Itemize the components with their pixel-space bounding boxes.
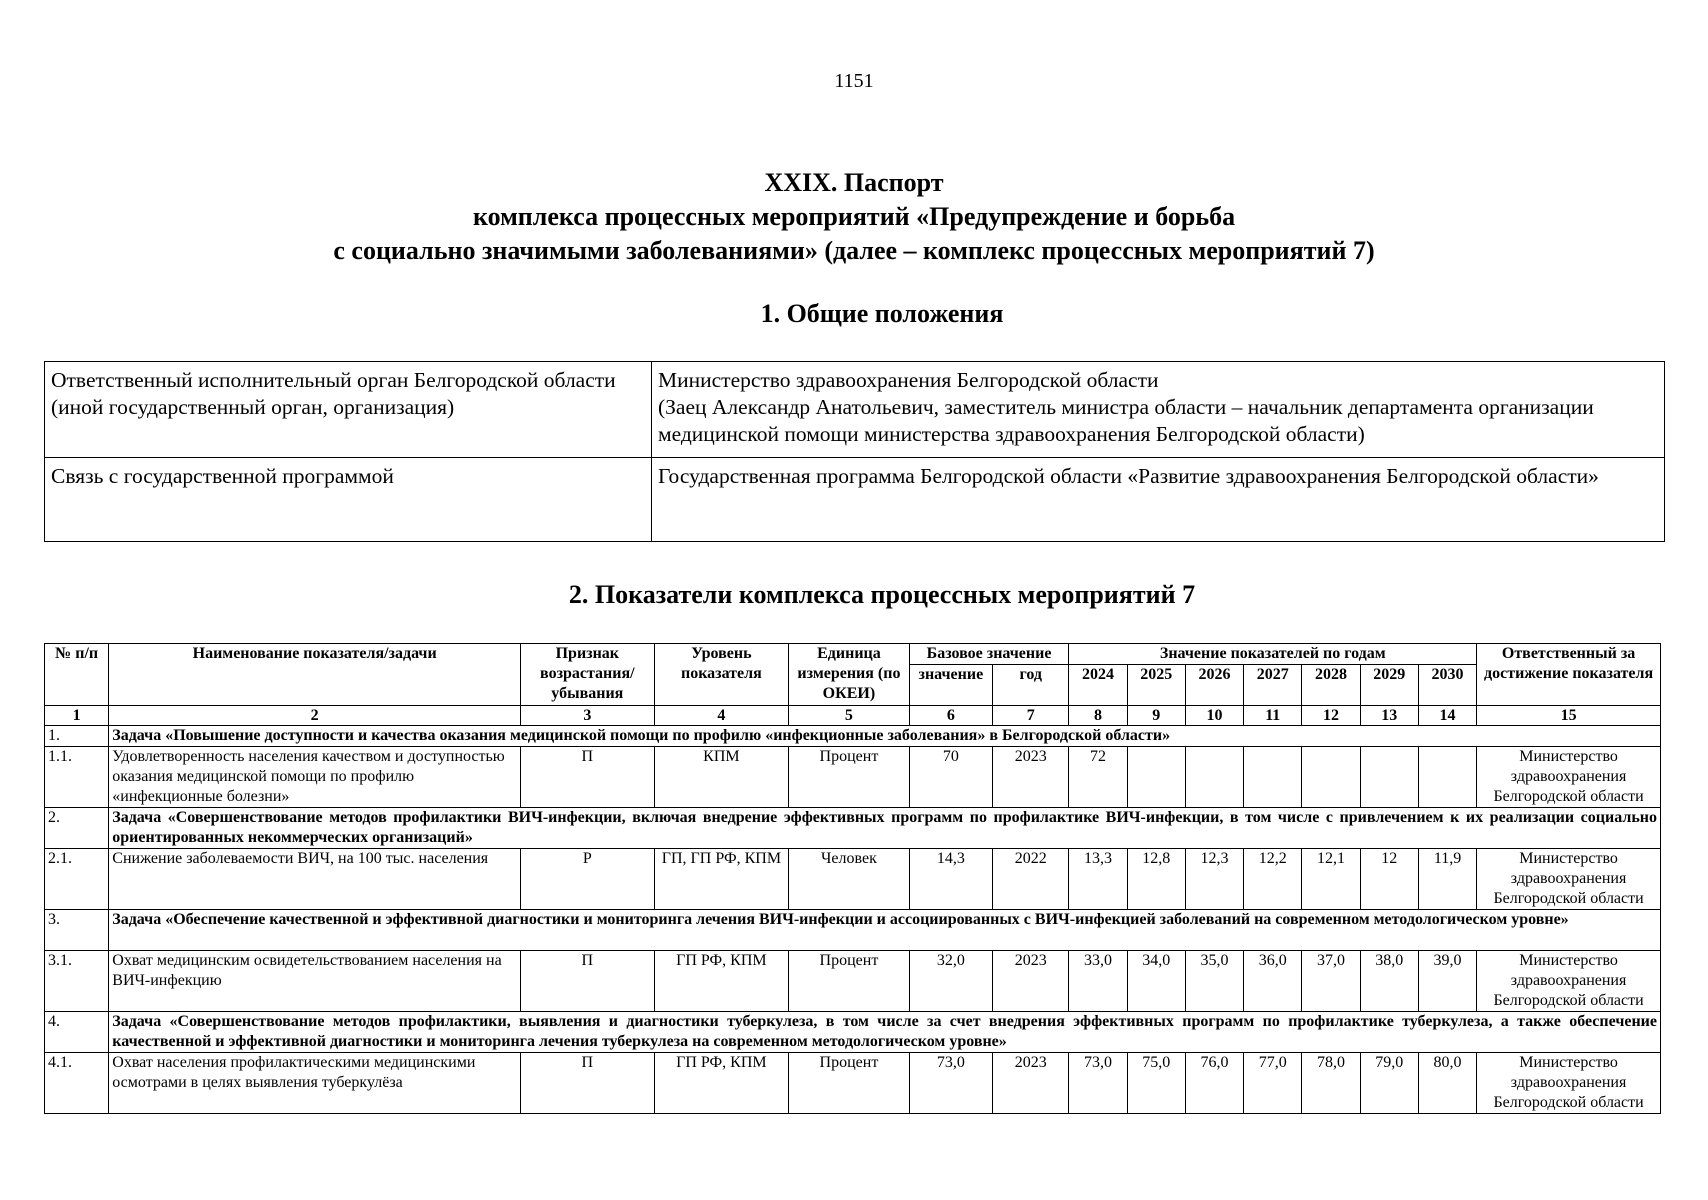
indicator-row bbox=[45, 747, 1661, 808]
indicator-row bbox=[45, 849, 1661, 910]
indicator-year-value: 12,8 bbox=[1127, 849, 1185, 910]
column-number: 8 bbox=[1069, 706, 1127, 726]
column-number: 5 bbox=[789, 706, 910, 726]
indicator-level: ГП, ГП РФ, КПМ bbox=[654, 849, 789, 910]
general-value bbox=[652, 362, 1665, 458]
column-numbers-row bbox=[45, 706, 1661, 726]
indicator-year-value: 76,0 bbox=[1185, 1053, 1243, 1114]
indicator-name: Снижение заболеваемости ВИЧ, на 100 тыс. населения bbox=[109, 849, 521, 910]
indicator-sign: П bbox=[521, 747, 655, 808]
indicator-responsible: Министерство здравоохранения Белгородской области bbox=[1477, 951, 1661, 1012]
header-num: № п/п bbox=[45, 644, 109, 706]
indicator-sign: Р bbox=[521, 849, 655, 910]
indicator-sign: П bbox=[521, 1053, 655, 1114]
task-number: 3. bbox=[45, 910, 109, 951]
indicator-year-value: 34,0 bbox=[1127, 951, 1185, 1012]
column-number: 3 bbox=[521, 706, 655, 726]
title-line-1: XXIX. Паспорт bbox=[764, 168, 944, 197]
header-base-group: Базовое значение bbox=[909, 644, 1069, 665]
task-number: 2. bbox=[45, 808, 109, 849]
column-number: 12 bbox=[1302, 706, 1360, 726]
indicator-base-year: 2023 bbox=[993, 1053, 1069, 1114]
indicator-name: Охват медицинским освидетельствованием населения на ВИЧ-инфекцию bbox=[109, 951, 521, 1012]
indicator-name: Охват населения профилактическими медицинскими осмотрами в целях выявления туберкулёза bbox=[109, 1053, 521, 1114]
task-row bbox=[45, 1012, 1661, 1053]
header-year: 2028 bbox=[1302, 665, 1360, 706]
indicator-year-value bbox=[1302, 747, 1360, 808]
indicator-year-value: 80,0 bbox=[1418, 1053, 1476, 1114]
task-row bbox=[45, 726, 1661, 747]
column-number: 4 bbox=[654, 706, 789, 726]
column-number: 13 bbox=[1360, 706, 1418, 726]
document-title bbox=[0, 166, 1708, 268]
task-number: 1. bbox=[45, 726, 109, 747]
header-responsible: Ответственный за достижение показателя bbox=[1477, 644, 1661, 706]
section-1-heading: 1. Общие положения bbox=[760, 299, 1004, 328]
header-name: Наименование показателя/задачи bbox=[109, 644, 521, 706]
indicator-number: 1.1. bbox=[45, 747, 109, 808]
general-row-program bbox=[45, 458, 1665, 542]
header-sign: Признак возрастания/ убывания bbox=[521, 644, 655, 706]
indicator-unit: Процент bbox=[789, 747, 910, 808]
header-year: 2030 bbox=[1418, 665, 1476, 706]
column-number: 2 bbox=[109, 706, 521, 726]
indicator-year-value: 79,0 bbox=[1360, 1053, 1418, 1114]
indicator-base-year: 2023 bbox=[993, 747, 1069, 808]
indicator-year-value: 73,0 bbox=[1069, 1053, 1127, 1114]
indicator-year-value: 77,0 bbox=[1244, 1053, 1302, 1114]
header-years-group: Значение показателей по годам bbox=[1069, 644, 1477, 665]
title-line-2: комплекса процессных мероприятий «Предупреждение и борьба bbox=[472, 202, 1236, 231]
indicator-year-value: 12,2 bbox=[1244, 849, 1302, 910]
indicator-year-value: 35,0 bbox=[1185, 951, 1243, 1012]
indicator-number: 4.1. bbox=[45, 1053, 109, 1114]
indicator-row bbox=[45, 1053, 1661, 1114]
task-text: Задача «Повышение доступности и качества оказания медицинской помощи по профилю «инфекционные заболевания» в Белгородской области» bbox=[109, 726, 1661, 747]
indicator-responsible: Министерство здравоохранения Белгородской области bbox=[1477, 747, 1661, 808]
indicator-base-value: 70 bbox=[909, 747, 992, 808]
indicator-year-value bbox=[1127, 747, 1185, 808]
page-number: 1151 bbox=[834, 70, 874, 92]
general-row-responsible bbox=[45, 362, 1665, 458]
indicator-base-year: 2022 bbox=[993, 849, 1069, 910]
indicator-year-value: 39,0 bbox=[1418, 951, 1476, 1012]
indicator-year-value: 12 bbox=[1360, 849, 1418, 910]
header-level: Уровень показателя bbox=[654, 644, 789, 706]
column-number: 1 bbox=[45, 706, 109, 726]
column-number: 9 bbox=[1127, 706, 1185, 726]
indicator-row bbox=[45, 951, 1661, 1012]
indicator-base-value: 32,0 bbox=[909, 951, 992, 1012]
indicator-responsible: Министерство здравоохранения Белгородской области bbox=[1477, 1053, 1661, 1114]
indicator-year-value bbox=[1185, 747, 1243, 808]
task-row bbox=[45, 910, 1661, 951]
indicator-year-value: 11,9 bbox=[1418, 849, 1476, 910]
indicator-year-value: 72 bbox=[1069, 747, 1127, 808]
header-row-1 bbox=[45, 644, 1661, 665]
column-number: 6 bbox=[909, 706, 992, 726]
indicators-table bbox=[44, 643, 1661, 1114]
indicator-level: КПМ bbox=[654, 747, 789, 808]
indicator-year-value bbox=[1418, 747, 1476, 808]
indicator-year-value: 13,3 bbox=[1069, 849, 1127, 910]
indicator-number: 2.1. bbox=[45, 849, 109, 910]
indicator-year-value: 38,0 bbox=[1360, 951, 1418, 1012]
column-number: 14 bbox=[1418, 706, 1476, 726]
indicator-unit: Человек bbox=[789, 849, 910, 910]
indicator-year-value: 37,0 bbox=[1302, 951, 1360, 1012]
indicator-base-value: 14,3 bbox=[909, 849, 992, 910]
indicator-number: 3.1. bbox=[45, 951, 109, 1012]
indicator-year-value: 33,0 bbox=[1069, 951, 1127, 1012]
header-year: 2029 bbox=[1360, 665, 1418, 706]
indicator-unit: Процент bbox=[789, 951, 910, 1012]
general-value-line: Государственная программа Белгородской области «Развитие здравоохранения Белгородской области» bbox=[658, 464, 1599, 488]
header-year: 2026 bbox=[1185, 665, 1243, 706]
header-year: 2024 bbox=[1069, 665, 1127, 706]
header-base-value: значение bbox=[909, 665, 992, 706]
indicator-unit: Процент bbox=[789, 1053, 910, 1114]
indicator-year-value: 78,0 bbox=[1302, 1053, 1360, 1114]
indicator-year-value: 36,0 bbox=[1244, 951, 1302, 1012]
column-number: 10 bbox=[1185, 706, 1243, 726]
general-value-line: Министерство здравоохранения Белгородской области bbox=[658, 368, 1159, 392]
title-line-3: с социально значимыми заболеваниями» (далее – комплекс процессных мероприятий 7) bbox=[333, 236, 1375, 265]
header-base-year: год bbox=[993, 665, 1069, 706]
column-number: 15 bbox=[1477, 706, 1661, 726]
task-text: Задача «Совершенствование методов профилактики ВИЧ-инфекции, включая внедрение эффективных программ по профилактике ВИЧ-инфекции, в том числе с привлечением к их реализации социально ориентированных некоммерческих организаций» bbox=[109, 808, 1661, 849]
task-number: 4. bbox=[45, 1012, 109, 1053]
column-number: 11 bbox=[1244, 706, 1302, 726]
section-2-heading: 2. Показатели комплекса процессных мероприятий 7 bbox=[568, 580, 1196, 609]
indicator-level: ГП РФ, КПМ bbox=[654, 1053, 789, 1114]
indicator-level: ГП РФ, КПМ bbox=[654, 951, 789, 1012]
indicator-base-value: 73,0 bbox=[909, 1053, 992, 1114]
general-label: Ответственный исполнительный орган Белгородской области (иной государственный орган, организация) bbox=[45, 362, 652, 458]
indicator-year-value: 75,0 bbox=[1127, 1053, 1185, 1114]
indicator-year-value bbox=[1360, 747, 1418, 808]
task-row bbox=[45, 808, 1661, 849]
task-text: Задача «Обеспечение качественной и эффективной диагностики и мониторинга лечения ВИЧ-инфекции и ассоциированных с ВИЧ-инфекцией заболеваний на современном методологическом уровне» bbox=[109, 910, 1661, 951]
indicator-year-value bbox=[1244, 747, 1302, 808]
general-provisions-table bbox=[44, 361, 1665, 542]
task-text: Задача «Совершенствование методов профилактики, выявления и диагностики туберкулеза, в том числе за счет внедрения эффективных программ по профилактике туберкулеза, а также обеспечение качественной и эффективной диагностики и мониторинга лечения туберкулеза на современном методологическом уровне» bbox=[109, 1012, 1661, 1053]
general-value bbox=[652, 458, 1665, 542]
indicator-year-value: 12,1 bbox=[1302, 849, 1360, 910]
header-unit: Единица измерения (по ОКЕИ) bbox=[789, 644, 910, 706]
header-year: 2025 bbox=[1127, 665, 1185, 706]
indicator-sign: П bbox=[521, 951, 655, 1012]
indicator-year-value: 12,3 bbox=[1185, 849, 1243, 910]
general-value-line: (Заец Александр Анатольевич, заместитель министра области – начальник департамента организации медицинской помощи министерства здравоохранения Белгородской области) bbox=[658, 395, 1594, 446]
header-year: 2027 bbox=[1244, 665, 1302, 706]
column-number: 7 bbox=[993, 706, 1069, 726]
general-label: Связь с государственной программой bbox=[45, 458, 652, 542]
indicator-base-year: 2023 bbox=[993, 951, 1069, 1012]
indicator-name: Удовлетворенность населения качеством и доступностью оказания медицинской помощи по профилю «инфекционные болезни» bbox=[109, 747, 521, 808]
indicator-responsible: Министерство здравоохранения Белгородской области bbox=[1477, 849, 1661, 910]
